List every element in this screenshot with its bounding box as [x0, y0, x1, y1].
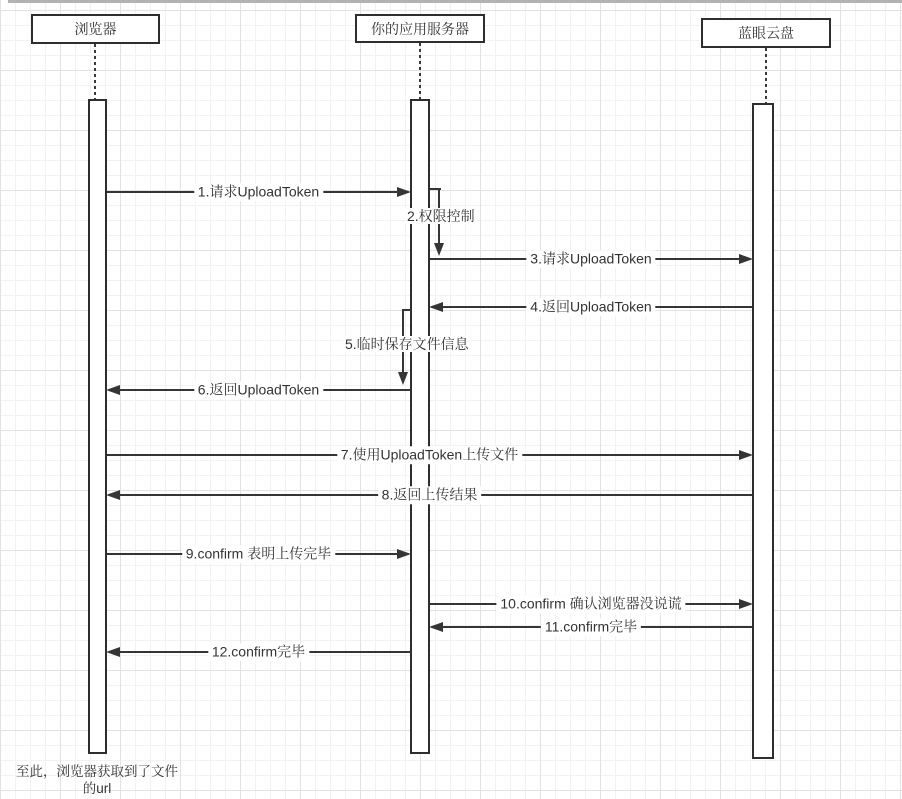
arrowhead-right-icon	[739, 599, 753, 609]
message-9-label: 9.confirm 表明上传完毕	[182, 545, 335, 563]
message-1-label: 1.请求UploadToken	[194, 183, 323, 201]
activation-bar-cloud-disk[interactable]	[752, 103, 774, 759]
actor-cloud-disk[interactable]	[701, 18, 831, 48]
arrowhead-left-icon	[429, 302, 443, 312]
message-4-label: 4.返回UploadToken	[526, 298, 655, 316]
actor-app-server[interactable]	[355, 14, 485, 43]
arrowhead-right-icon	[739, 450, 753, 460]
message-7-label: 7.使用UploadToken上传文件	[337, 446, 522, 464]
arrowhead-right-icon	[739, 254, 753, 264]
message-11-label: 11.confirm完毕	[541, 618, 641, 636]
message-3-label: 3.请求UploadToken	[526, 250, 655, 268]
diagram-note[interactable]: 至此，浏览器获取到了文件的url	[16, 764, 178, 796]
message-6-label: 6.返回UploadToken	[194, 381, 323, 399]
message-10-label: 10.confirm 确认浏览器没说谎	[496, 595, 685, 613]
arrowhead-left-icon	[429, 622, 443, 632]
actor-browser-label: 浏览器	[74, 21, 117, 37]
arrowhead-right-icon	[397, 549, 411, 559]
canvas-top-edge	[8, 0, 902, 3]
self-message-2-label: 2.权限控制	[407, 208, 475, 224]
lifeline-app-server	[419, 43, 421, 99]
activation-bar-app-server[interactable]	[410, 99, 430, 754]
message-8-label: 8.返回上传结果	[378, 486, 482, 504]
lifeline-browser	[94, 44, 96, 99]
actor-cloud-disk-label: 蓝眼云盘	[738, 25, 794, 41]
arrowhead-down-icon	[398, 372, 408, 385]
arrowhead-down-icon	[434, 243, 444, 256]
lifeline-cloud-disk	[765, 48, 767, 103]
arrowhead-left-icon	[106, 647, 120, 657]
message-12-label: 12.confirm完毕	[208, 643, 309, 661]
actor-browser[interactable]	[31, 14, 160, 44]
arrowhead-right-icon	[397, 187, 411, 197]
actor-app-server-label: 你的应用服务器	[371, 20, 469, 37]
self-message-5-label: 5.临时保存文件信息	[345, 336, 469, 352]
arrowhead-left-icon	[106, 385, 120, 395]
arrowhead-left-icon	[106, 490, 120, 500]
activation-bar-browser[interactable]	[88, 99, 107, 754]
